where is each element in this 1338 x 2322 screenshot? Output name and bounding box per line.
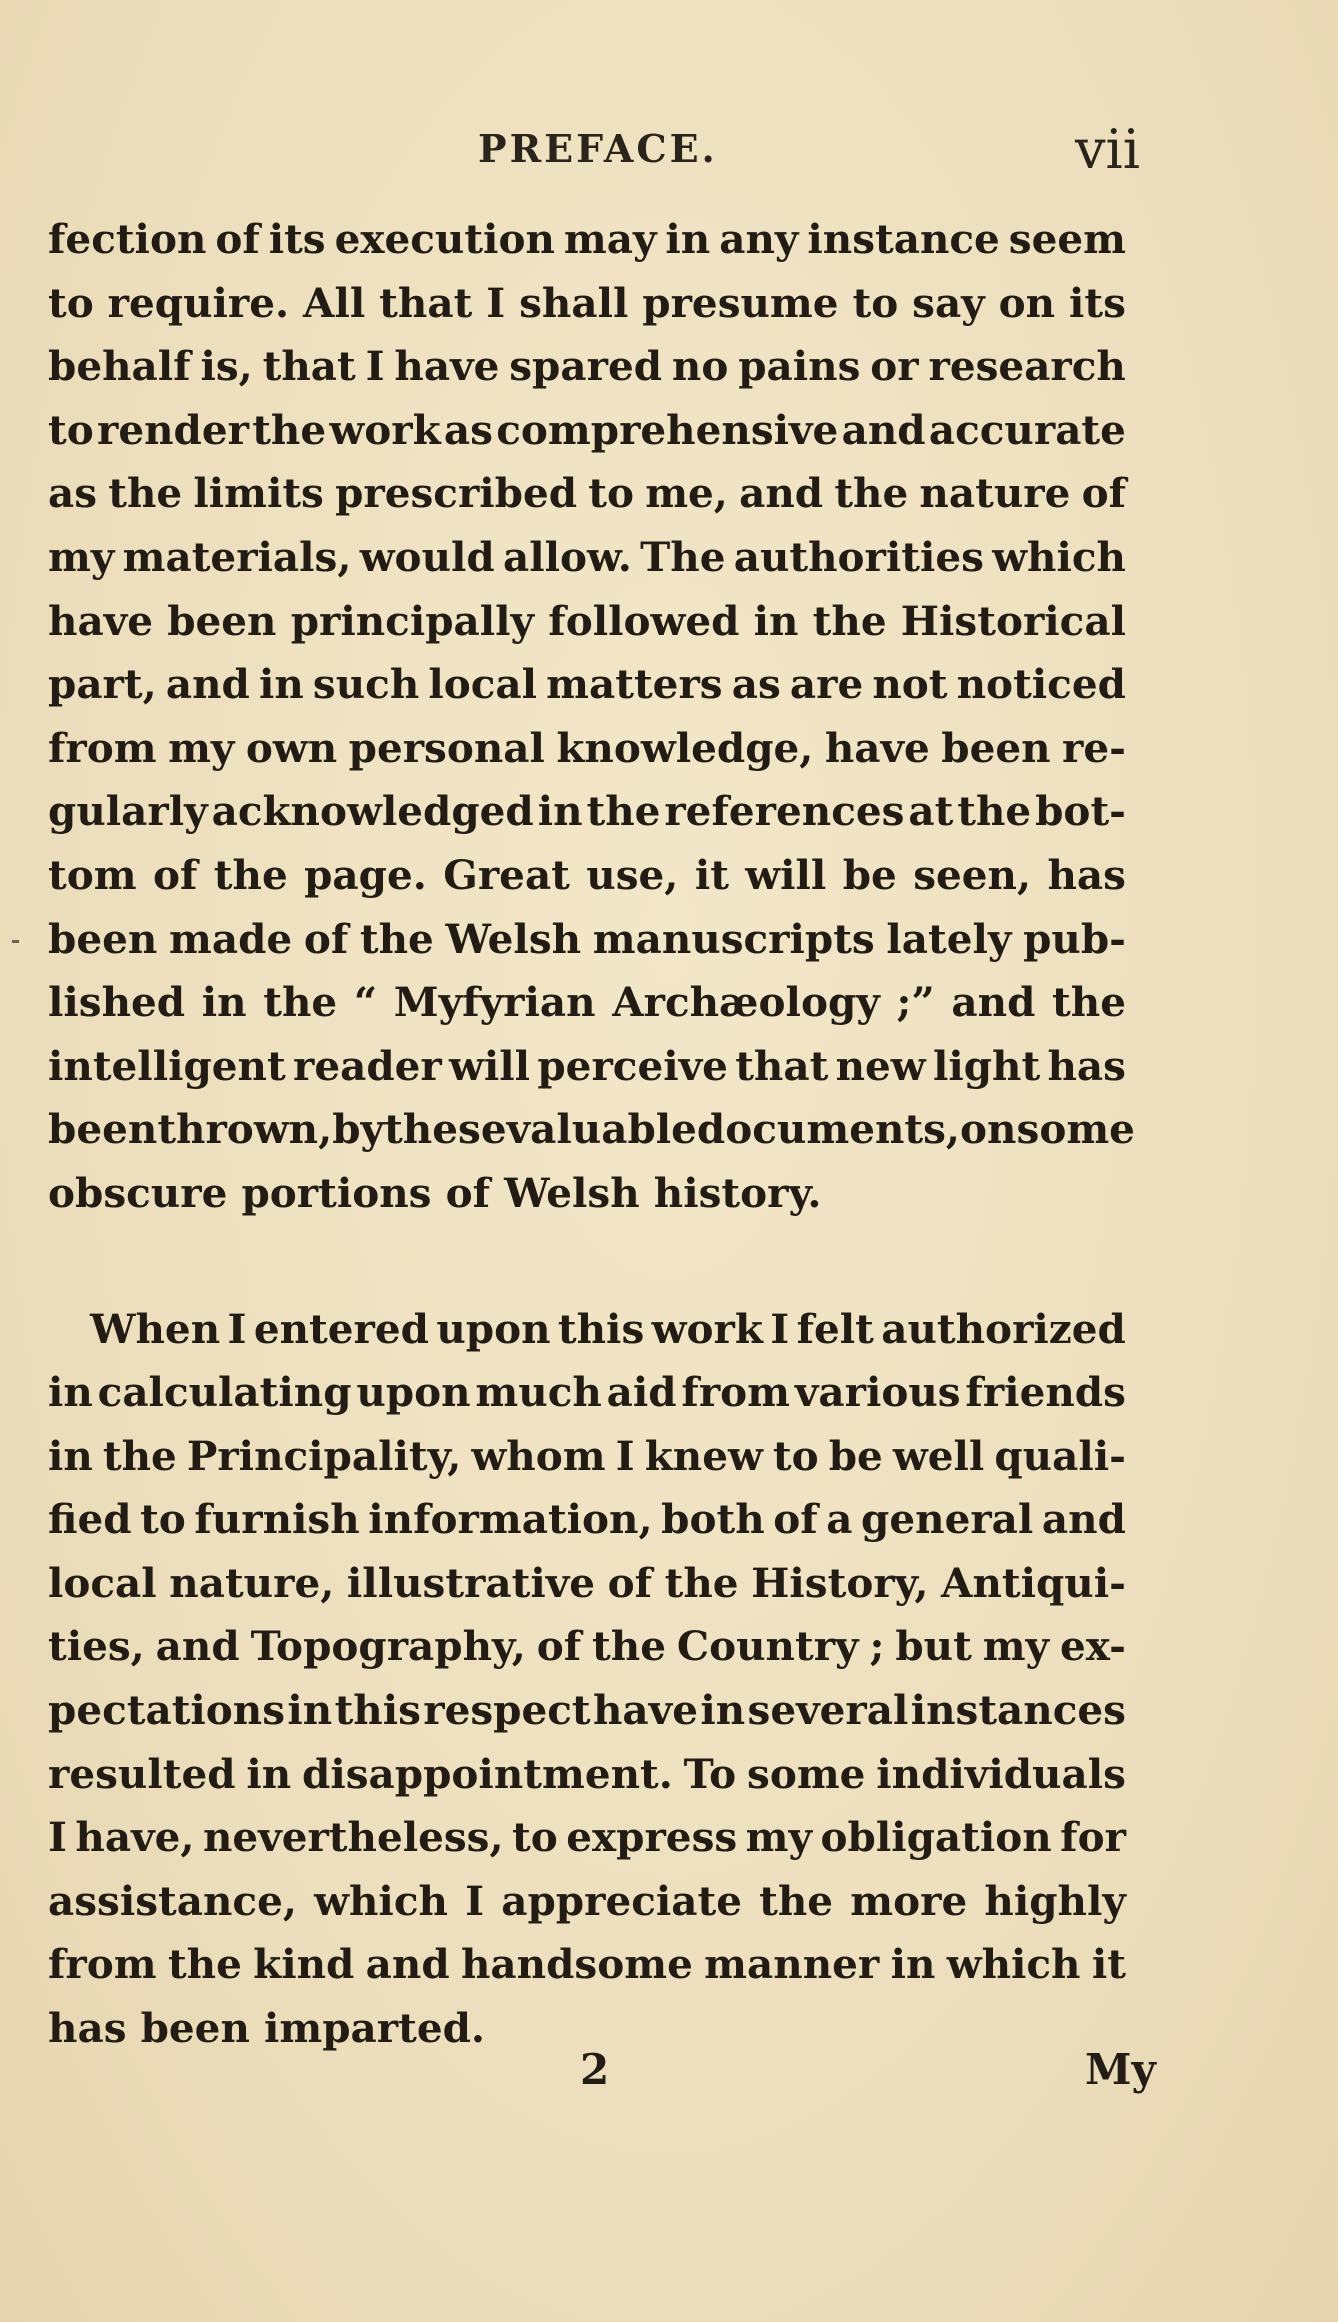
text-line: in the Principality, whom I knew to be well quali- xyxy=(48,1431,1126,1480)
text-line: pectations in this respect have in several instances xyxy=(48,1686,1126,1735)
text-line: part, and in such local matters as are not noticed xyxy=(48,660,1126,709)
text-line: obscure portions of Welsh history. xyxy=(48,1168,822,1217)
running-head xyxy=(0,118,1338,181)
text-line: to render the work as comprehensive and accurate xyxy=(48,405,1126,454)
text-line: have been principally followed in the Historical xyxy=(48,596,1126,645)
text-line: lished in the “ Myfyrian Archæology ;” and the xyxy=(48,978,1126,1027)
text-line: from my own personal knowledge, have been re- xyxy=(48,723,1126,772)
text-line: gularly acknowledged in the references at the bot- xyxy=(48,787,1126,836)
text-line: fied to furnish information, both of a general and xyxy=(48,1495,1126,1544)
body-text xyxy=(48,208,1135,2061)
page-footer xyxy=(0,2045,1338,2115)
text-line: I have, nevertheless, to express my obligation for xyxy=(48,1813,1126,1862)
running-title: PREFACE. xyxy=(478,126,718,171)
text-line: resulted in disappointment. To some individuals xyxy=(48,1749,1126,1798)
signature-mark: 2 xyxy=(580,2045,610,2094)
text-line: When I entered upon this work I felt authorized xyxy=(90,1304,1126,1353)
paragraph xyxy=(48,208,1135,1226)
paragraph xyxy=(48,1298,1126,2061)
text-line: my materials, would allow. The authorities which xyxy=(48,532,1126,581)
text-line: behalf is, that I have spared no pains or research xyxy=(48,342,1126,391)
catchword: My xyxy=(1085,2045,1156,2094)
text-line: to require. All that I shall presume to say on its xyxy=(48,278,1126,327)
text-line: as the limits prescribed to me, and the nature of xyxy=(48,469,1126,518)
text-line: been made of the Welsh manuscripts lately pub- xyxy=(48,914,1126,963)
text-line: local nature, illustrative of the History, Antiqui- xyxy=(48,1558,1126,1607)
text-line: from the kind and handsome manner in which it xyxy=(48,1940,1126,1989)
text-line: in calculating upon much aid from various friends xyxy=(48,1368,1126,1417)
text-line: been thrown, by these valuable documents, on some xyxy=(48,1105,1135,1154)
margin-mark xyxy=(12,940,19,943)
text-line: intelligent reader will perceive that new light has xyxy=(48,1041,1126,1090)
text-line: tom of the page. Great use, it will be seen, has xyxy=(48,850,1126,899)
text-line: fection of its execution may in any instance seem xyxy=(48,215,1126,263)
text-line: has been imparted. xyxy=(48,2004,486,2053)
paragraph-gap xyxy=(48,1226,1126,1298)
text-line: ties, and Topography, of the Country ; but my ex- xyxy=(48,1622,1126,1671)
page-number: vii xyxy=(1075,118,1141,181)
text-line: assistance, which I appreciate the more highly xyxy=(48,1876,1126,1925)
